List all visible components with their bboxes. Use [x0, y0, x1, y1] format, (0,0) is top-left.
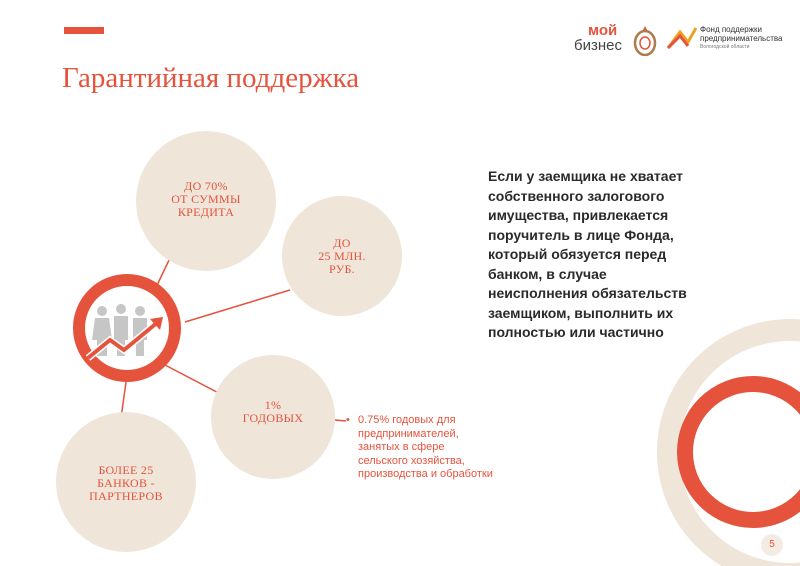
note-line: предпринимателей, [358, 427, 459, 440]
description-line: имущества, привлекается [488, 207, 669, 223]
circle-label-line: 25 МЛН. [318, 249, 366, 263]
circle-label-line: ГОДОВЫХ [242, 411, 304, 425]
description-line: поручитель в лице Фонда, [488, 226, 674, 243]
description-line: заемщиком, выполнить их [488, 304, 674, 321]
note-line: производства и обработки [358, 468, 493, 480]
circle-label-line: БОЛЕЕ 25 [98, 463, 154, 477]
description-line: собственного залогового [488, 187, 665, 204]
circle-label-line: ДО [333, 236, 351, 250]
fund-logo-line-1: Фонд поддержки [700, 25, 762, 34]
note-line: сельского хозяйства, [358, 454, 465, 467]
circle-credit-share-label [151, 180, 261, 219]
description-line: полностью или частично [488, 324, 664, 340]
connector-line [335, 420, 346, 421]
fund-logo-line-2: предпринимательства [700, 34, 783, 43]
description-line: банком, в случае [488, 265, 607, 282]
description-line: Если у заемщика не хватает [488, 168, 684, 184]
fund-logo-line-3: Вологодской области [700, 44, 750, 50]
circle-label-line: ОТ СУММЫ [171, 192, 241, 206]
circle-label-line: БАНКОВ - [97, 476, 155, 490]
description-line: неисполнения обязательств [488, 285, 687, 301]
guarantee-description [488, 167, 748, 343]
bullet-marker: • [346, 414, 350, 426]
page-number: 5 [761, 534, 783, 556]
circle-label-line: 1% [264, 398, 282, 412]
description-line: который обязуется перед [488, 246, 667, 262]
circle-label-line: ДО 70% [184, 179, 228, 193]
logo-word-1: мой [588, 22, 618, 39]
note-line: 0.75% годовых для [358, 414, 456, 426]
logo-word-2: бизнес [574, 37, 622, 54]
people-growth-icon [79, 280, 175, 376]
circle-label-line: КРЕДИТА [177, 205, 235, 219]
note-line: занятых в сфере [358, 441, 445, 453]
decor-ring-accent [685, 384, 800, 520]
circle-rate-label [228, 399, 318, 425]
circle-loan-amount-label [297, 237, 387, 276]
circle-label-line: РУБ. [329, 262, 355, 276]
connector-line [185, 290, 290, 322]
circle-banks-label [71, 464, 181, 503]
circle-label-line: ПАРТНЕРОВ [89, 489, 163, 503]
page-title: Гарантийная поддержка [62, 62, 360, 94]
